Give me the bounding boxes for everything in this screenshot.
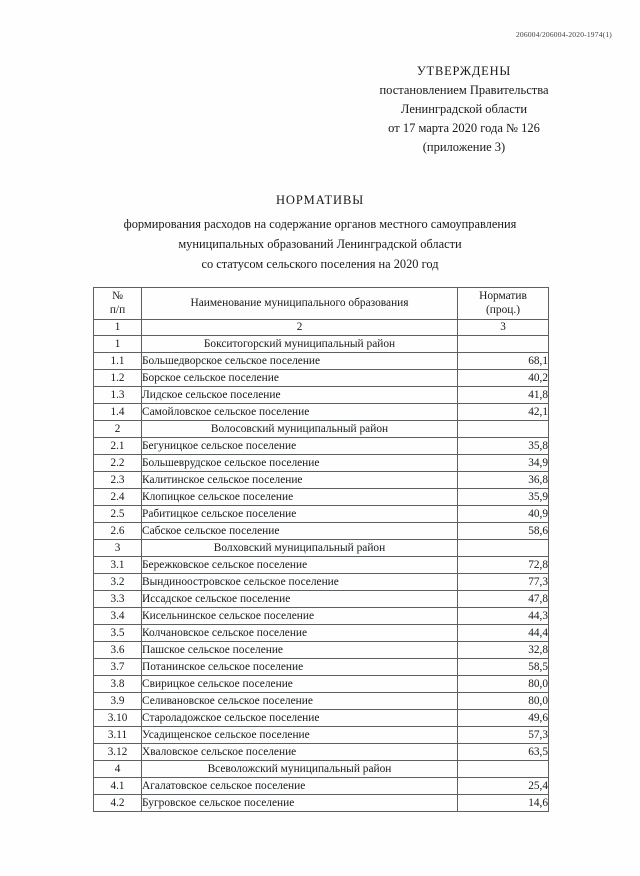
table-row [94, 455, 549, 472]
settlement-name: Большедворское сельское поселение [142, 353, 458, 370]
row-number: 1.1 [94, 353, 142, 370]
row-number: 3.12 [94, 744, 142, 761]
norm-value [458, 540, 549, 557]
settlement-name: Колчановское сельское поселение [142, 625, 458, 642]
settlement-name: Вындиноостровское сельское поселение [142, 574, 458, 591]
page-title [0, 190, 640, 275]
norm-value: 35,8 [458, 438, 549, 455]
norm-value: 47,8 [458, 591, 549, 608]
settlement-name: Свирицкое сельское поселение [142, 676, 458, 693]
district-name: Волосовский муниципальный район [142, 421, 458, 438]
settlement-name: Самойловское сельское поселение [142, 404, 458, 421]
row-number: 4.2 [94, 795, 142, 812]
approval-line-5: (приложение 3) [422, 140, 506, 154]
settlement-name: Селивановское сельское поселение [142, 693, 458, 710]
district-name: Бокситогорский муниципальный район [142, 336, 458, 353]
row-number: 2.1 [94, 438, 142, 455]
table-row [94, 744, 549, 761]
title-subline-2: муниципальных образований Ленинградской области [178, 236, 462, 251]
table-row [94, 642, 549, 659]
table-row [94, 438, 549, 455]
norm-value [458, 761, 549, 778]
table-head [94, 288, 549, 336]
row-number: 1 [94, 336, 142, 353]
norm-value: 58,6 [458, 523, 549, 540]
norm-value [458, 421, 549, 438]
row-number: 3.1 [94, 557, 142, 574]
settlement-name: Борское сельское поселение [142, 370, 458, 387]
header-number-line2: п/п [109, 303, 126, 316]
table-row [94, 353, 549, 370]
table-row [94, 574, 549, 591]
table-row [94, 540, 549, 557]
column-number-1: 1 [94, 320, 142, 336]
row-number: 3.5 [94, 625, 142, 642]
header-cell-number [94, 288, 142, 320]
row-number: 3.9 [94, 693, 142, 710]
row-number: 3.10 [94, 710, 142, 727]
settlement-name: Потанинское сельское поселение [142, 659, 458, 676]
settlement-name: Иссадское сельское поселение [142, 591, 458, 608]
row-number: 3.7 [94, 659, 142, 676]
table-row [94, 710, 549, 727]
approval-line-1: УТВЕРЖДЕНЫ [416, 64, 512, 78]
table-row [94, 727, 549, 744]
norm-value: 25,4 [458, 778, 549, 795]
table-row [94, 608, 549, 625]
district-name: Волховский муниципальный район [142, 540, 458, 557]
norm-value: 44,3 [458, 608, 549, 625]
settlement-name: Бережковское сельское поселение [142, 557, 458, 574]
row-number: 2.4 [94, 489, 142, 506]
row-number: 2.3 [94, 472, 142, 489]
table-row [94, 761, 549, 778]
norm-value: 32,8 [458, 642, 549, 659]
header-cell-value [458, 288, 549, 320]
row-number: 3.6 [94, 642, 142, 659]
row-number: 2 [94, 421, 142, 438]
settlement-name: Калитинское сельское поселение [142, 472, 458, 489]
row-number: 3.4 [94, 608, 142, 625]
table-row [94, 506, 549, 523]
registration-code: 206004/206004-2020-1974(1) [515, 30, 612, 39]
row-number: 4 [94, 761, 142, 778]
row-number: 2.2 [94, 455, 142, 472]
norms-table [93, 287, 549, 812]
norms-table-container [93, 287, 548, 812]
table-row [94, 659, 549, 676]
settlement-name: Агалатовское сельское поселение [142, 778, 458, 795]
table-row [94, 778, 549, 795]
table-row [94, 336, 549, 353]
table-row [94, 625, 549, 642]
approval-line-2: постановлением Правительства [379, 83, 549, 97]
header-number-line1: № [112, 289, 123, 302]
column-number-3: 3 [458, 320, 549, 336]
norm-value: 40,2 [458, 370, 549, 387]
norm-value: 77,3 [458, 574, 549, 591]
settlement-name: Усадищенское сельское поселение [142, 727, 458, 744]
district-name: Всеволожский муниципальный район [142, 761, 458, 778]
table-row [94, 472, 549, 489]
norm-value: 72,8 [458, 557, 549, 574]
norm-value: 58,5 [458, 659, 549, 676]
row-number: 2.6 [94, 523, 142, 540]
norm-value: 63,5 [458, 744, 549, 761]
row-number: 1.4 [94, 404, 142, 421]
row-number: 1.2 [94, 370, 142, 387]
table-row [94, 370, 549, 387]
row-number: 2.5 [94, 506, 142, 523]
approval-block [330, 62, 598, 157]
norm-value: 35,9 [458, 489, 549, 506]
table-body [94, 336, 549, 812]
norm-value: 40,9 [458, 506, 549, 523]
settlement-name: Бегуницкое сельское поселение [142, 438, 458, 455]
approval-line-4: от 17 марта 2020 года № 126 [388, 121, 540, 135]
norm-value: 34,9 [458, 455, 549, 472]
settlement-name: Клопицкое сельское поселение [142, 489, 458, 506]
column-number-2: 2 [142, 320, 458, 336]
norm-value: 44,4 [458, 625, 549, 642]
settlement-name: Рабитицкое сельское поселение [142, 506, 458, 523]
table-header-row [94, 288, 549, 320]
settlement-name: Кисельнинское сельское поселение [142, 608, 458, 625]
table-row [94, 557, 549, 574]
settlement-name: Пашское сельское поселение [142, 642, 458, 659]
table-row [94, 404, 549, 421]
table-row [94, 676, 549, 693]
table-row [94, 591, 549, 608]
row-number: 4.1 [94, 778, 142, 795]
norm-value: 14,6 [458, 795, 549, 812]
settlement-name: Большеврудское сельское поселение [142, 455, 458, 472]
header-value-line1: Норматив [479, 289, 527, 302]
norm-value: 80,0 [458, 676, 549, 693]
settlement-name: Лидское сельское поселение [142, 387, 458, 404]
row-number: 3 [94, 540, 142, 557]
settlement-name: Староладожское сельское поселение [142, 710, 458, 727]
norm-value: 49,6 [458, 710, 549, 727]
norm-value: 57,3 [458, 727, 549, 744]
table-row [94, 387, 549, 404]
header-cell-name: Наименование муниципального образования [142, 288, 458, 320]
title-subline-1: формирования расходов на содержание органов местного самоуправления [123, 217, 517, 231]
row-number: 3.2 [94, 574, 142, 591]
table-column-number-row [94, 320, 549, 336]
settlement-name: Бугровское сельское поселение [142, 795, 458, 812]
row-number: 1.3 [94, 387, 142, 404]
settlement-name: Сабское сельское поселение [142, 523, 458, 540]
row-number: 3.8 [94, 676, 142, 693]
settlement-name: Хваловское сельское поселение [142, 744, 458, 761]
title-heading: НОРМАТИВЫ [275, 193, 365, 207]
table-row [94, 795, 549, 812]
table-row [94, 421, 549, 438]
title-subline-3: со статусом сельского поселения на 2020 год [201, 256, 439, 271]
norm-value: 36,8 [458, 472, 549, 489]
approval-line-3: Ленинградской области [400, 102, 528, 116]
row-number: 3.3 [94, 591, 142, 608]
norm-value: 68,1 [458, 353, 549, 370]
norm-value [458, 336, 549, 353]
table-row [94, 523, 549, 540]
norm-value: 80,0 [458, 693, 549, 710]
norm-value: 41,8 [458, 387, 549, 404]
header-value-line2: (проц.) [485, 303, 521, 316]
norm-value: 42,1 [458, 404, 549, 421]
row-number: 3.11 [94, 727, 142, 744]
table-row [94, 693, 549, 710]
table-row [94, 489, 549, 506]
